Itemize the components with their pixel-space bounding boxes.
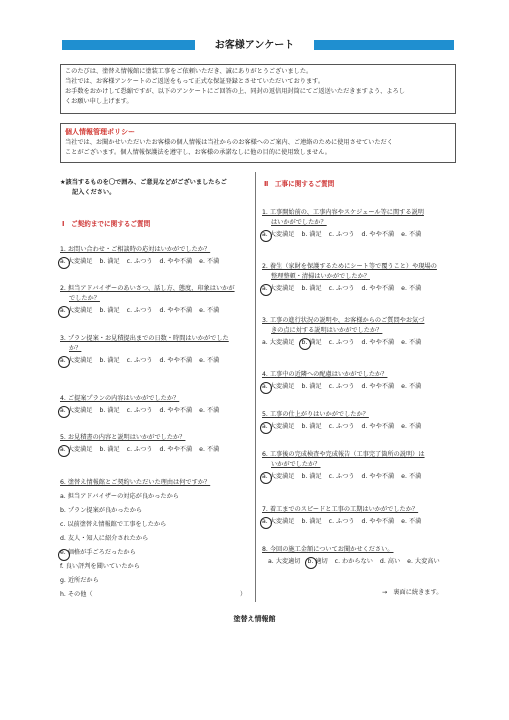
answer-d[interactable]: d. やや不満: [159, 446, 193, 453]
left-question-5: [60, 433, 224, 455]
answer-a[interactable]: a. 大変満足: [262, 383, 295, 390]
answer-a[interactable]: a. 大変満足: [262, 285, 295, 292]
answer-d[interactable]: d. やや不満: [361, 473, 395, 480]
intro-box: [60, 64, 456, 114]
section-2-heading: Ⅱ 工事に関するご質問: [264, 180, 335, 188]
answer-c[interactable]: c. ふつう: [328, 339, 355, 346]
answer-b[interactable]: b. 満足: [301, 423, 322, 430]
intro-line: お手数をおかけして恐縮ですが、以下のアンケートにご回答の上、同封の返信用封筒にてご返送いただきますよう、よろし: [65, 88, 405, 95]
answer-e[interactable]: e. 不満: [401, 423, 422, 430]
answer-b[interactable]: b. 適切: [307, 558, 328, 565]
answer-a[interactable]: a. 大変満足: [60, 357, 93, 364]
answer-a[interactable]: a. 大変適切: [268, 558, 301, 565]
answer-options: [262, 422, 426, 432]
footer-company: 塗替え情報館: [233, 615, 276, 623]
left-question-6: [60, 478, 210, 488]
answer-options: [60, 257, 224, 267]
answer-options: [262, 517, 426, 527]
answer-c[interactable]: c. ふつう: [126, 258, 153, 265]
answer-c[interactable]: c. ふつう: [328, 231, 355, 238]
right-question-5: [262, 410, 426, 432]
answer-e[interactable]: e. 大変高い: [407, 558, 440, 565]
answer-options: [60, 445, 224, 455]
answer-b[interactable]: b. 満足: [99, 258, 120, 265]
answer-e[interactable]: e. 不満: [199, 357, 220, 364]
right-question-1: [262, 208, 426, 240]
answer-b[interactable]: b. 満足: [99, 407, 120, 414]
question-text: 5. お見積書の内容と説明はいかがでしたか？: [60, 434, 186, 441]
privacy-policy-title: 個人情報管理ポリシー: [65, 128, 135, 136]
instructions-line: ★該当するものを〇で囲み、ご意見などがございましたらご: [60, 179, 227, 186]
answer-e[interactable]: e. 不満: [199, 446, 220, 453]
answer-b[interactable]: b. 満足: [99, 357, 120, 364]
answer-e[interactable]: e. 不満: [199, 258, 220, 265]
answer-options: [60, 306, 235, 316]
question-text: 6. 塗替え情報館とご契約いただいた理由は何ですか？: [60, 479, 211, 486]
question-text: 7. 着工までのスピードと工事の工期はいかがでしたか？: [262, 506, 419, 513]
q6-option-h[interactable]: h. その他（: [60, 591, 93, 598]
question-text: 3. プラン提案・お見積提出までの日数・時間はいかがでした: [60, 335, 229, 342]
intro-line: このたびは、塗替え情報館に塗装工事をご依頼いただき、誠にありがとうございました。: [65, 68, 313, 75]
left-question-2: [60, 284, 235, 316]
answer-c[interactable]: c. ふつう: [328, 473, 355, 480]
right-question-6: [262, 450, 426, 482]
question-text: 5. 工事の仕上がりはいかがでしたか？: [262, 411, 369, 418]
policy-line: 当社では、お聞かせいただいたお客様の個人情報は当社からのお客様へのご案内、ご連絡のために使用させていただく: [65, 139, 393, 146]
answer-b[interactable]: b. 満足: [301, 231, 322, 238]
right-question-2: [262, 262, 437, 294]
answer-c[interactable]: c. ふつう: [328, 383, 355, 390]
question-text: 6. 工事後の完成検査や完成報告（工事完了箇所の説明）は: [262, 451, 425, 458]
answer-options: [262, 382, 426, 392]
answer-b[interactable]: b. 満足: [301, 473, 322, 480]
intro-line: くお願い申し上げます。: [65, 98, 133, 105]
answer-b[interactable]: b. 満足: [99, 446, 120, 453]
answer-d[interactable]: d. やや不満: [159, 258, 193, 265]
q6-option-f[interactable]: f. 良い評判を聞いていたから: [60, 563, 140, 570]
answer-options: [60, 406, 224, 416]
answer-c[interactable]: c. ふつう: [126, 307, 153, 314]
right-question-4: [262, 370, 426, 392]
answer-options: [262, 230, 426, 240]
answer-c[interactable]: c. ふつう: [126, 446, 153, 453]
answer-e[interactable]: e. 不満: [401, 285, 422, 292]
question-text: 整理整頓・清掃はいかがでしたか？: [271, 273, 370, 280]
answer-e[interactable]: e. 不満: [199, 407, 220, 414]
continue-note: → 裏面に続きます。: [382, 589, 443, 596]
answer-b[interactable]: b. 満足: [301, 339, 322, 346]
question-text: はいかがでしたか？: [271, 219, 327, 226]
right-question-7: [262, 505, 426, 527]
answer-a[interactable]: a. 大変満足: [262, 423, 295, 430]
header-bar-right: [314, 40, 454, 50]
answer-d[interactable]: d. やや不満: [159, 407, 193, 414]
left-question-4: [60, 394, 224, 416]
policy-line: ことがございます。個人情報保護法を遵守し、お客様の承諾なしに他の目的に使用致しません。: [65, 149, 331, 156]
answer-options: [262, 557, 445, 567]
instructions-line: 記入ください。: [72, 189, 116, 196]
section-1-heading: Ⅰ ご契約までに関するご質問: [62, 220, 151, 228]
answer-c[interactable]: c. ふつう: [126, 357, 153, 364]
answer-b[interactable]: b. 満足: [99, 307, 120, 314]
right-question-3: [262, 316, 426, 348]
question-text: 4. ご提案プランの内容はいかがでしたか？: [60, 395, 180, 402]
answer-b[interactable]: b. 満足: [301, 518, 322, 525]
question-text: か？: [69, 345, 82, 352]
header-bar-left: [62, 40, 195, 50]
answer-d[interactable]: d. やや不満: [361, 383, 395, 390]
answer-a[interactable]: a. 大変満足: [262, 339, 295, 346]
answer-c[interactable]: c. ふつう: [328, 423, 355, 430]
privacy-policy-box: [60, 123, 456, 163]
right-question-8: [262, 545, 445, 567]
question-text: 1. お問い合わせ・ご相談時の応対はいかがでしたか？: [60, 246, 211, 253]
answer-d[interactable]: d. やや不満: [361, 518, 395, 525]
q6-option-e[interactable]: [60, 547, 136, 558]
answer-options: [262, 284, 437, 294]
q6-option-a[interactable]: a. 担当アドバイザーの対応が良かったから: [60, 493, 179, 500]
q6-option-e-text: e. 価格が手ごろだったから: [60, 549, 136, 556]
answer-a[interactable]: a. 大変満足: [262, 231, 295, 238]
q6-option-c[interactable]: c. 以前塗替え情報館で工事をしたから: [60, 521, 167, 528]
question-text: でしたか？: [69, 295, 100, 302]
answer-a[interactable]: a. 大変満足: [262, 473, 295, 480]
answer-e[interactable]: e. 不満: [199, 307, 220, 314]
answer-d[interactable]: d. やや不満: [361, 339, 395, 346]
answer-d[interactable]: d. やや不満: [361, 285, 395, 292]
instructions: [60, 178, 227, 198]
answer-c[interactable]: c. ふつう: [126, 407, 153, 414]
answer-e[interactable]: e. 不満: [401, 518, 422, 525]
answer-c[interactable]: c. ふつう: [328, 518, 355, 525]
question-text: 4. 工事中の近隣への配慮はいかがでしたか？: [262, 371, 388, 378]
intro-line: 当社では、お客様アンケートのご返送をもって正式な保証登録とさせていただいております。: [65, 78, 325, 85]
answer-a[interactable]: a. 大変満足: [262, 518, 295, 525]
answer-c[interactable]: c. ふつう: [328, 285, 355, 292]
answer-a[interactable]: a. 大変満足: [60, 407, 93, 414]
left-question-1: [60, 245, 224, 267]
answer-options: [262, 338, 426, 348]
question-text: 1. 工事開始前の、工事内容やスケジュール等に関する説明: [262, 209, 424, 216]
answer-a[interactable]: a. 大変満足: [60, 446, 93, 453]
answer-d[interactable]: d. 高い: [379, 558, 401, 565]
answer-b[interactable]: b. 満足: [301, 383, 322, 390]
q6-option-d[interactable]: d. 友人・知人に紹介されたから: [60, 535, 149, 542]
answer-a[interactable]: a. 大変満足: [60, 307, 93, 314]
column-divider: [255, 172, 256, 602]
answer-e[interactable]: e. 不満: [401, 339, 422, 346]
answer-d[interactable]: d. やや不満: [361, 423, 395, 430]
answer-c[interactable]: c. わからない: [334, 558, 373, 565]
question-text: きの点に対する説明はいかがでしたか？: [271, 327, 383, 334]
answer-options: [60, 356, 229, 366]
question-text: 3. 工事の進行状況の説明や、お客様からのご質問やお気づ: [262, 317, 425, 324]
answer-d[interactable]: d. やや不満: [361, 231, 395, 238]
page-title: お客様アンケート: [214, 40, 295, 51]
question-text: 2. 養生（家財を保護するためにシート等で覆うこと）や現場の: [262, 263, 437, 270]
question-text: いかがでしたか？: [271, 461, 321, 468]
answer-a[interactable]: a. 大変満足: [60, 258, 93, 265]
q6-option-g[interactable]: g. 近所だから: [60, 577, 99, 584]
answer-options: [262, 472, 426, 482]
answer-e[interactable]: e. 不満: [401, 383, 422, 390]
q6-option-b[interactable]: b. プラン提案が良かったから: [60, 507, 143, 514]
left-question-3: [60, 334, 229, 366]
question-text: 8. 今回の施工金額についてお聞かせください。: [262, 546, 394, 553]
answer-d[interactable]: d. やや不満: [159, 307, 193, 314]
answer-e[interactable]: e. 不満: [401, 473, 422, 480]
answer-e[interactable]: e. 不満: [401, 231, 422, 238]
question-text: 2. 担当アドバイザーのあいさつ、話し方、態度、印象はいかが: [60, 285, 235, 292]
q6-other-close: ）: [240, 591, 247, 598]
answer-d[interactable]: d. やや不満: [159, 357, 193, 364]
answer-b[interactable]: b. 満足: [301, 285, 322, 292]
